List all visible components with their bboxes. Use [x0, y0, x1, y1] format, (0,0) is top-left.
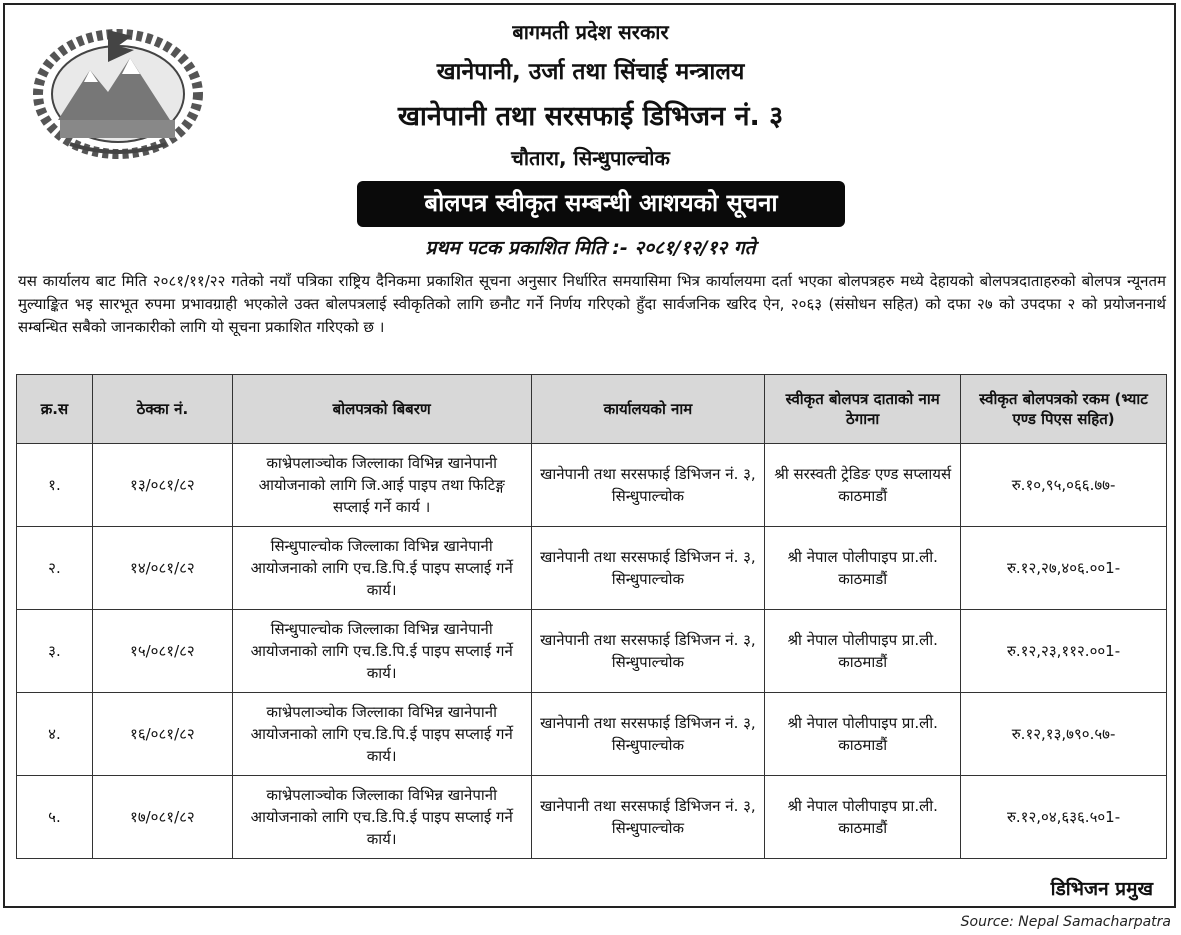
cell-amount: रु.१२,२३,११२.००1-: [961, 610, 1167, 693]
header-contract-no: ठेक्का नं.: [92, 375, 232, 444]
source-credit: Source: Nepal Samacharpatra: [960, 914, 1171, 930]
cell-amount: रु.१२,०४,६३६.५०1-: [961, 776, 1167, 859]
table-row: [17, 693, 1167, 776]
header-serial: क्र.स: [17, 375, 93, 444]
header-office-name: कार्यालयको नाम: [531, 375, 765, 444]
cell-amount: रु.१०,९५,०६६.७७-: [961, 444, 1167, 527]
notice-title-banner: बोलपत्र स्वीकृत सम्बन्धी आशयको सूचना: [357, 181, 845, 227]
cell-bid-description: काभ्रेपलाञ्चोक जिल्लाका विभिन्न खानेपानी आयोजनाको लागि एच.डि.पि.ई पाइप सप्लाई गर्ने कार्य।: [232, 776, 531, 859]
office-location: चौतारा, सिन्धुपाल्चोक: [511, 146, 670, 170]
province-government-line: बागमती प्रदेश सरकार: [512, 20, 669, 44]
cell-bid-description: काभ्रेपलाञ्चोक जिल्लाका विभिन्न खानेपानी आयोजनाको लागि एच.डि.पि.ई पाइप सप्लाई गर्ने कार्य।: [232, 693, 531, 776]
table-row: [17, 444, 1167, 527]
cell-bidder: श्री नेपाल पोलीपाइप प्रा.ली. काठमाडौं: [765, 776, 961, 859]
header-bid-amount: स्वीकृत बोलपत्रको रकम (भ्याट एण्ड पिएस सहित): [961, 375, 1167, 444]
cell-amount: रु.१२,२७,४०६.००1-: [961, 527, 1167, 610]
table-header-row: [17, 375, 1167, 444]
table-row: [17, 776, 1167, 859]
cell-office-name: खानेपानी तथा सरसफाई डिभिजन नं. ३, सिन्धुपाल्चोक: [531, 610, 765, 693]
cell-bidder: श्री नेपाल पोलीपाइप प्रा.ली. काठमाडौं: [765, 693, 961, 776]
awarded-bids-table: [16, 374, 1167, 859]
cell-bid-description: काभ्रेपलाञ्चोक जिल्लाका विभिन्न खानेपानी आयोजनाको लागि जि.आई पाइप तथा फिटिङ्ग सप्लाई गर्ने कार्य ।: [232, 444, 531, 527]
cell-serial: १.: [17, 444, 93, 527]
cell-office-name: खानेपानी तथा सरसफाई डिभिजन नं. ३, सिन्धुपाल्चोक: [531, 776, 765, 859]
table-row: [17, 527, 1167, 610]
cell-bidder: श्री सरस्वती ट्रेडिङ एण्ड सप्लायर्स काठमाडौं: [765, 444, 961, 527]
cell-serial: २.: [17, 527, 93, 610]
cell-bidder: श्री नेपाल पोलीपाइप प्रा.ली. काठमाडौं: [765, 610, 961, 693]
cell-contract-no: १३/०८१/८२: [92, 444, 232, 527]
division-name: खानेपानी तथा सरसफाई डिभिजन नं. ३: [397, 101, 784, 132]
cell-office-name: खानेपानी तथा सरसफाई डिभिजन नं. ३, सिन्धुपाल्चोक: [531, 444, 765, 527]
cell-amount: रु.१२,१३,७९०.५७-: [961, 693, 1167, 776]
header-bid-description: बोलपत्रको बिबरण: [232, 375, 531, 444]
cell-contract-no: १७/०८१/८२: [92, 776, 232, 859]
cell-contract-no: १५/०८१/८२: [92, 610, 232, 693]
ministry-name: खानेपानी, उर्जा तथा सिंचाई मन्त्रालय: [436, 59, 745, 85]
cell-serial: ३.: [17, 610, 93, 693]
signature-designation: डिभिजन प्रमुख: [1050, 878, 1153, 900]
notice-body-paragraph: यस कार्यालय बाट मिति २०८१/११/२२ गतेको नयाँ पत्रिका राष्ट्रिय दैनिकमा प्रकाशित सूचना अनुसार निर्धारित समयासिमा भित्र कार्यालयमा दर्ता भएका बोलपत्रहरु मध्ये देहायको बोलपत्रदाताहरुको बोलपत्र न्यूनतम मुल्याङ्कित भइ सारभूत रुपमा प्रभावग्राही भएकोले उक्त बोलपत्रलाई स्वीकृतिको लागि छनौट गर्ने निर्णय गरिएको हुँदा सार्वजनिक खरिद ऐन, २०६३ (संसोधन सहित) को दफा २७ को उपदफा २ को प्रयोजननार्थ सम्बन्धित सबैको जानकारीको लागि यो सूचना प्रकाशित गरिएको छ ।: [18, 272, 1166, 336]
cell-serial: ५.: [17, 776, 93, 859]
cell-contract-no: १६/०८१/८२: [92, 693, 232, 776]
cell-bid-description: सिन्धुपाल्चोक जिल्लाका विभिन्न खानेपानी आयोजनाको लागि एच.डि.पि.ई पाइप सप्लाई गर्ने कार्य।: [232, 610, 531, 693]
cell-contract-no: १४/०८१/८२: [92, 527, 232, 610]
cell-bidder: श्री नेपाल पोलीपाइप प्रा.ली. काठमाडौं: [765, 527, 961, 610]
cell-office-name: खानेपानी तथा सरसफाई डिभिजन नं. ३, सिन्धुपाल्चोक: [531, 693, 765, 776]
header-bidder-name-address: स्वीकृत बोलपत्र दाताको नाम ठेगाना: [765, 375, 961, 444]
cell-office-name: खानेपानी तथा सरसफाई डिभिजन नं. ३, सिन्धुपाल्चोक: [531, 527, 765, 610]
table-row: [17, 610, 1167, 693]
cell-bid-description: सिन्धुपाल्चोक जिल्लाका विभिन्न खानेपानी आयोजनाको लागि एच.डि.पि.ई पाइप सप्लाई गर्ने कार्य।: [232, 527, 531, 610]
published-date: प्रथम पटक प्रकाशित मिति :- २०८१/१२/१२ गते: [425, 237, 756, 259]
cell-serial: ४.: [17, 693, 93, 776]
